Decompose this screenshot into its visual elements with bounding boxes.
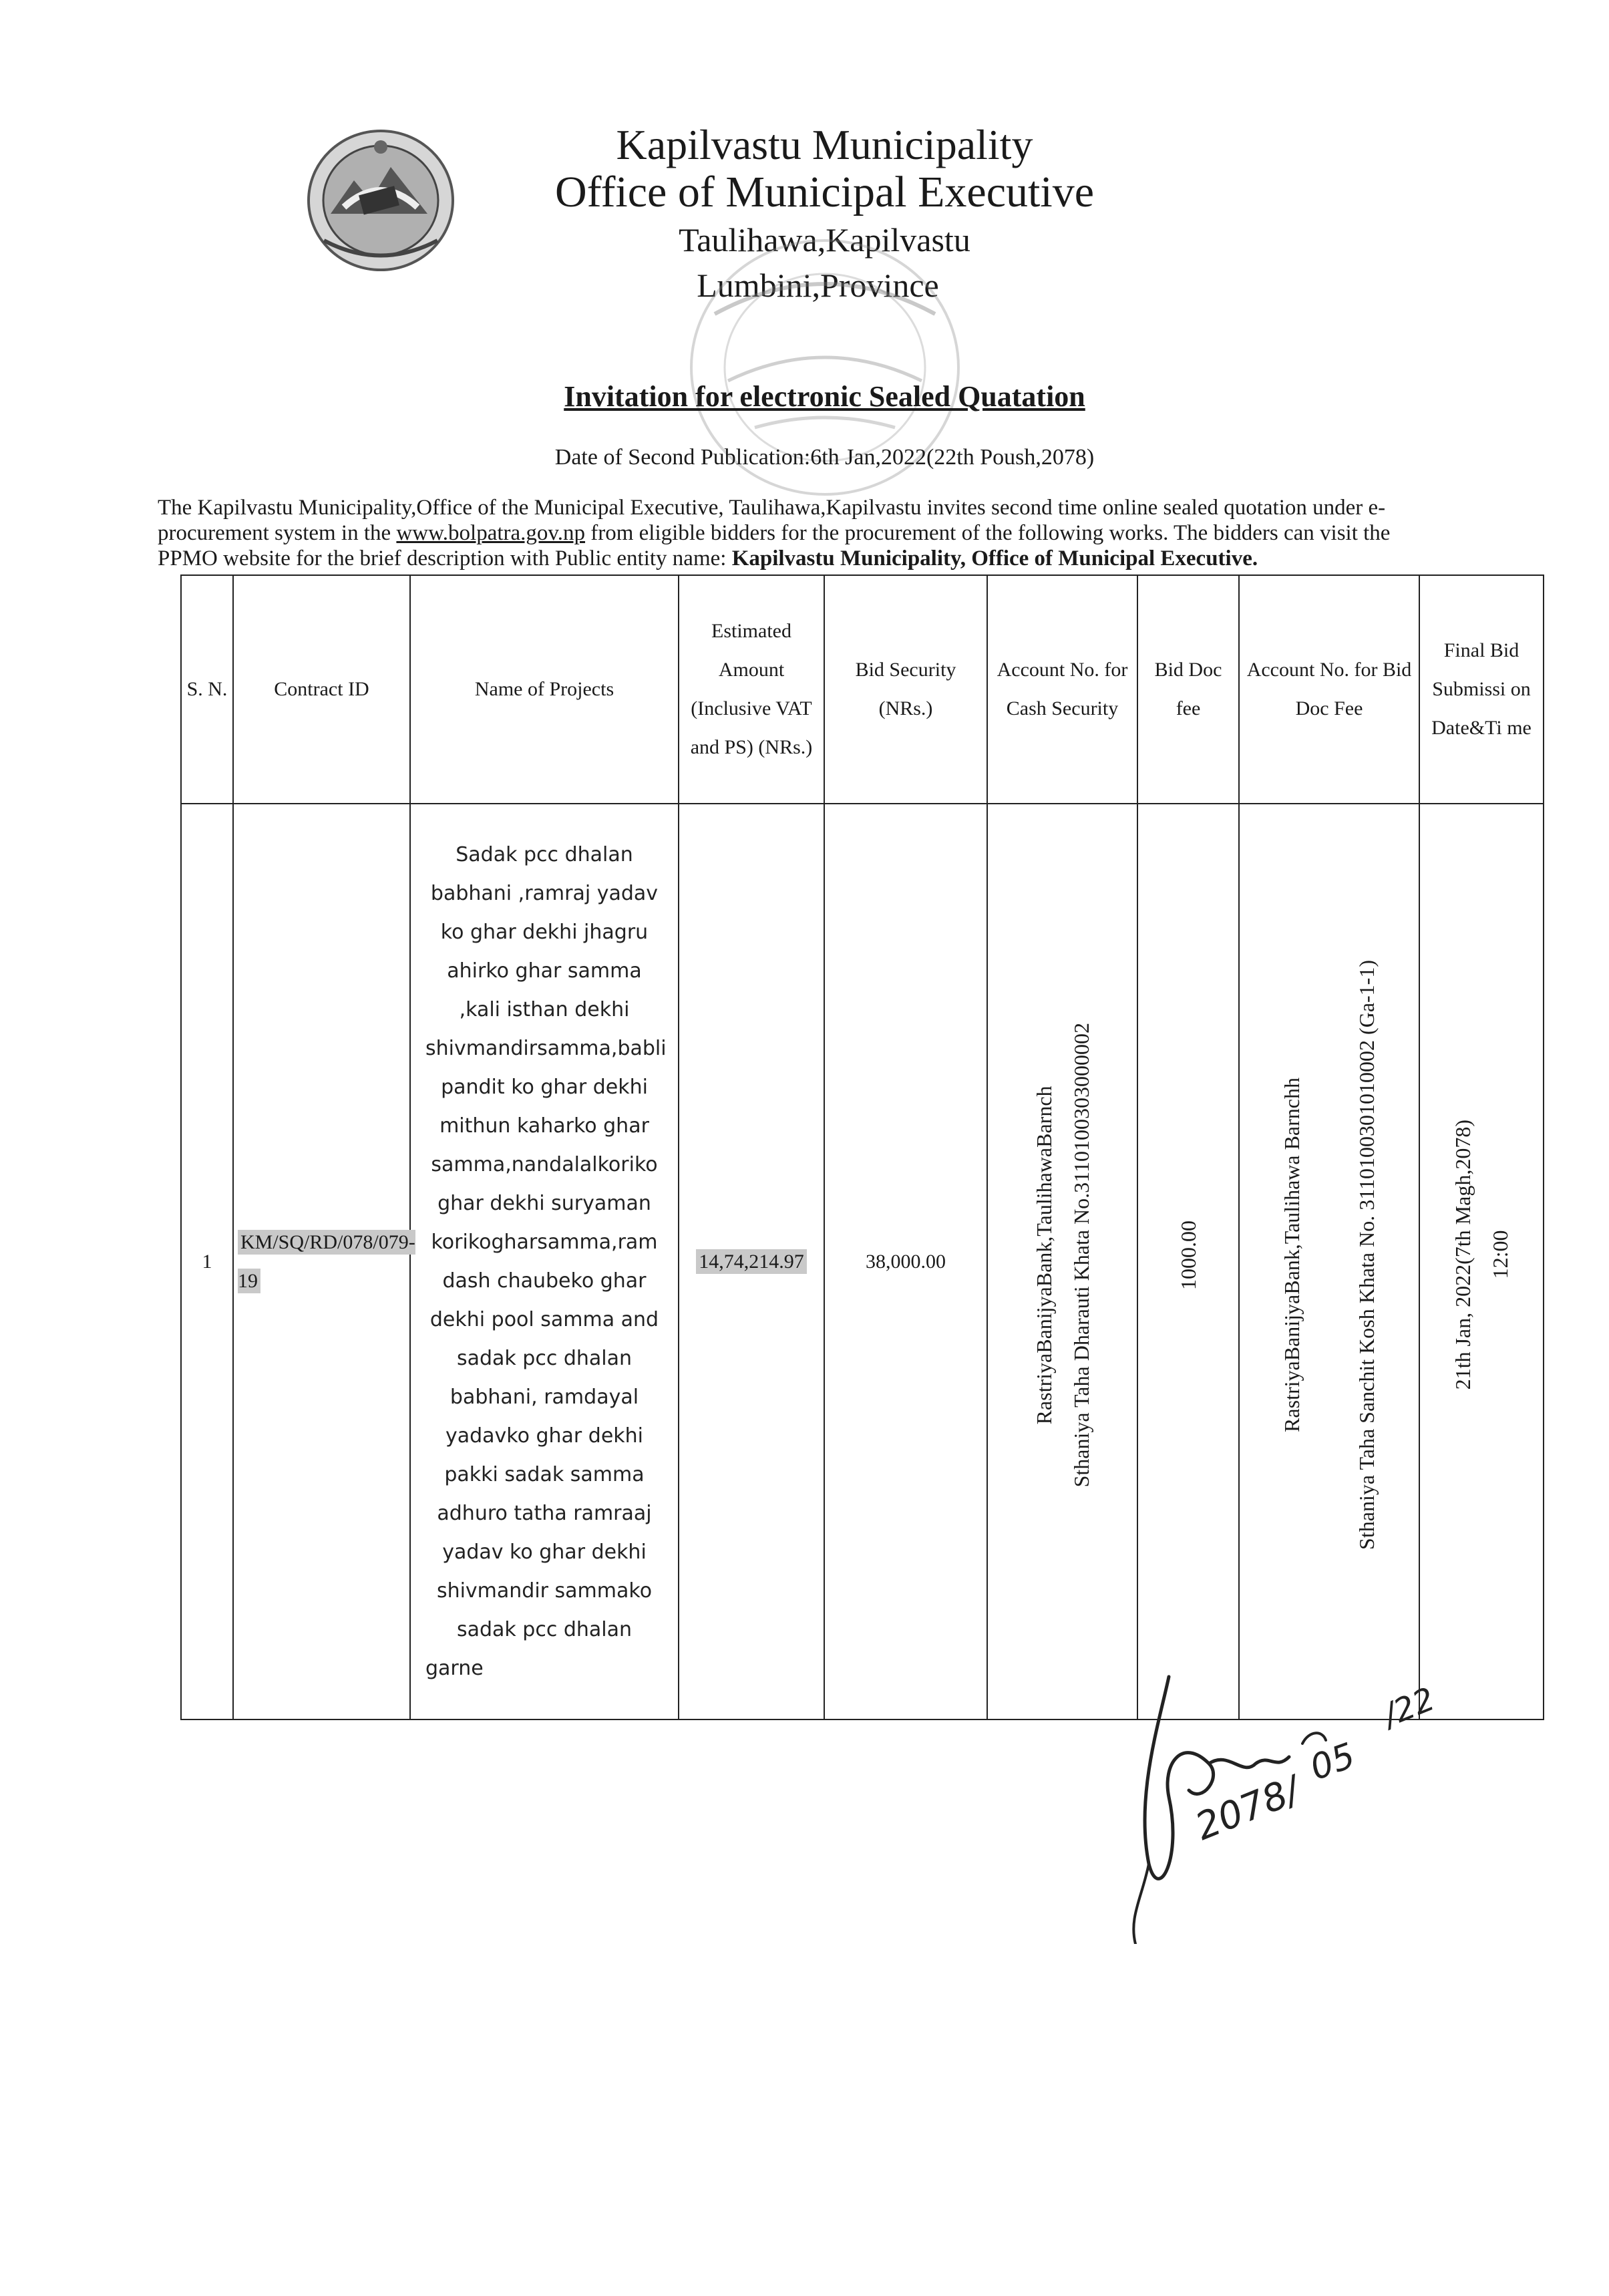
intro-line-3 <box>158 546 1540 571</box>
table-header-row <box>181 575 1544 804</box>
notice-title: Invitation for electronic Sealed Quatation <box>564 380 1085 413</box>
handwritten-signature <box>1095 1663 1469 1944</box>
intro-text: PPMO website for the brief description with Public entity name: <box>158 546 732 570</box>
intro-text: procurement system in the <box>158 521 397 545</box>
col-header-cash-security-account: Account No. for Cash Security <box>987 575 1137 804</box>
col-header-estimated-amount: Estimated Amount (Inclusive VAT and PS) (NRs.) <box>679 575 824 804</box>
cell-contract-id <box>233 804 415 1719</box>
header-address: Taulihawa,Kapilvastu <box>679 221 970 259</box>
col-header-bid-security: Bid Security (NRs.) <box>824 575 987 804</box>
works-table <box>180 575 1544 1720</box>
bolpatra-link[interactable]: www.bolpatra.gov.np <box>396 521 586 545</box>
public-entity-name: Kapilvastu Municipality, Office of Municipal Executive. <box>731 546 1258 570</box>
header-province: Lumbini,Province <box>697 267 939 304</box>
bid-doc-bank: RastriyaBanijyaBank,Taulihawa Barnchh <box>1280 1078 1304 1432</box>
intro-line-1: The Kapilvastu Municipality,Office of the Municipal Executive, Taulihawa,Kapilvastu invites second time online sealed quotation under e- <box>158 496 1386 520</box>
svg-text:05: 05 <box>1304 1736 1361 1789</box>
contract-id-text: KM/SQ/RD/078/079-19 <box>238 1231 415 1292</box>
col-header-bid-doc-fee: Bid Doc fee <box>1137 575 1239 804</box>
estimated-amount-text: 14,74,214.97 <box>696 1249 807 1274</box>
cash-security-bank: RastriyaBanijyaBank,TaulihawaBarnch <box>1031 1086 1056 1424</box>
header-office-name: Office of Municipal Executive <box>555 168 1094 216</box>
header-municipality-name: Kapilvastu Municipality <box>616 121 1033 168</box>
col-header-bid-doc-account: Account No. for Bid Doc Fee <box>1239 575 1419 804</box>
col-header-final-submission: Final Bid Submissi on Date&Ti me <box>1419 575 1544 804</box>
svg-text:2078/: 2078/ <box>1189 1768 1306 1849</box>
bid-doc-khata: Sthaniya Taha Sanchit Kosh Khata No. 3110100301010002 (Ga-1-1) <box>1355 960 1379 1550</box>
bid-doc-fee-text: 1000.00 <box>1176 1220 1200 1290</box>
cell-estimated-amount <box>679 804 824 1719</box>
cash-security-account-text <box>1025 1023 1100 1487</box>
cell-final-submission <box>1419 804 1544 1719</box>
submission-date: 21th Jan, 2022(7th Magh,2078) <box>1451 1120 1475 1390</box>
intro-line-2 <box>158 521 1540 546</box>
publication-date: Date of Second Publication:6th Jan,2022(22th Poush,2078) <box>554 445 1095 470</box>
final-submission-text <box>1444 1120 1519 1389</box>
cell-bid-doc-fee <box>1137 804 1239 1719</box>
col-header-contract-id: Contract ID <box>233 575 410 804</box>
cash-security-khata: Sthaniya Taha Dharauti Khata No.3110100303000002 <box>1069 1022 1093 1488</box>
col-header-sn: S. N. <box>181 575 233 804</box>
table-row <box>181 804 1544 1719</box>
cell-sn: 1 <box>181 804 233 1719</box>
col-header-project-name: Name of Projects <box>410 575 679 804</box>
svg-text:/22: /22 <box>1378 1680 1441 1735</box>
bid-doc-account-text <box>1273 960 1385 1550</box>
intro-text: from eligible bidders for the procurement of the following works. The bidders can visit the <box>585 521 1391 545</box>
cell-project-name: Sadak pcc dhalan babhani ,ramraj yadav ko ghar dekhi jhagru ahirko ghar samma ,kali isthan dekhi shivmandirsamma,babli pandit ko ghar dekhi mithun kaharko ghar samma,nandalalkoriko ghar dekhi suryaman korikogharsamma,ram dash chaubeko ghar dekhi pool samma and sadak pcc dhalan babhani, ramdayal yadavko ghar dekhi pakki sadak samma adhuro tatha ramraaj yadav ko ghar dekhi shivmandir sammako sadak pcc dhalan garne <box>410 804 679 1719</box>
cell-cash-security-account <box>987 804 1137 1719</box>
submission-time: 12:00 <box>1488 1231 1512 1279</box>
cell-bid-security: 38,000.00 <box>824 804 987 1719</box>
cell-bid-doc-account <box>1239 804 1419 1719</box>
